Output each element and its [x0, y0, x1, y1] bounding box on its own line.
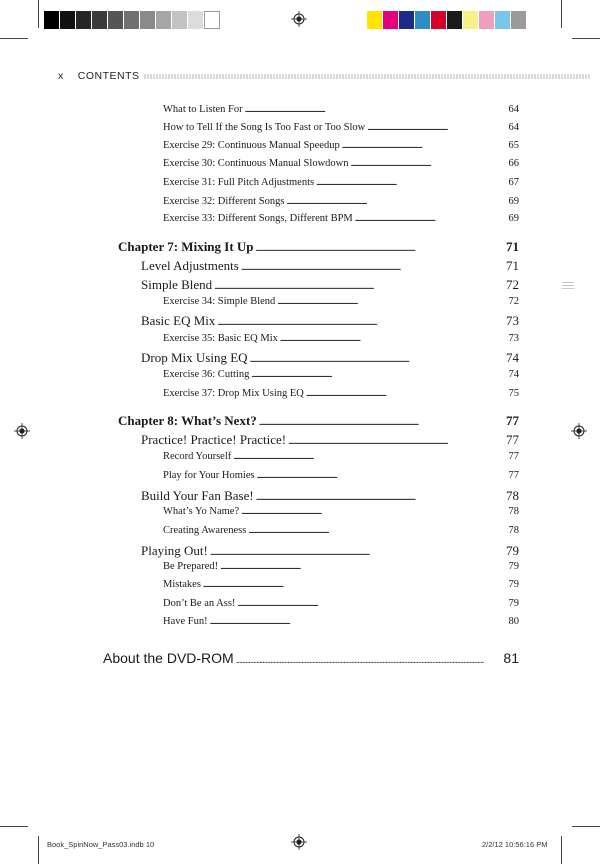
toc-entry-title: Exercise 33: Different Songs, Different BPM: [163, 213, 353, 224]
process-color-swatch: [399, 11, 415, 29]
dot-leader: [241, 258, 504, 274]
page-number: x: [58, 70, 64, 82]
dot-leader: [217, 313, 504, 329]
dot-leader: [277, 296, 506, 307]
toc-entry-title: Exercise 32: Different Songs: [163, 196, 285, 207]
toc-entry[interactable]: [141, 488, 519, 504]
process-color-swatch: [463, 11, 479, 29]
grayscale-swatch: [92, 11, 108, 29]
toc-entry[interactable]: [163, 470, 519, 481]
toc-entry-title: Mistakes: [163, 579, 201, 590]
toc-entry-page: 65: [508, 140, 519, 151]
slug-file-name: Book_SpinNow_Pass03.indb 10: [47, 840, 155, 849]
toc-entry[interactable]: [163, 579, 519, 590]
dot-leader: [355, 213, 507, 224]
toc-entry-title: About the DVD-ROM: [103, 650, 234, 666]
toc-entry-title: Practice! Practice! Practice!: [141, 432, 287, 447]
dot-leader: [288, 432, 504, 448]
toc-entry[interactable]: [163, 616, 519, 627]
toc-entry-page: 72: [506, 277, 519, 292]
toc-entry-title: Exercise 29: Continuous Manual Speedup: [163, 140, 340, 151]
grayscale-swatch: [140, 11, 156, 29]
dot-leader: [203, 579, 507, 590]
toc-entry-page: 64: [508, 122, 519, 133]
running-head-rule: [144, 74, 590, 79]
toc-entry-title: Chapter 8: What’s Next?: [118, 413, 257, 428]
grayscale-swatch: [76, 11, 92, 29]
slug-timestamp: 2/2/12 10:56:16 PM: [482, 840, 548, 849]
toc-entry-title: Playing Out!: [141, 543, 208, 558]
toc-entry-title: Chapter 7: Mixing It Up: [118, 239, 254, 254]
margin-guide-lines: [562, 282, 574, 291]
toc-entry-title: Exercise 35: Basic EQ Mix: [163, 333, 278, 344]
dot-leader: [248, 525, 506, 536]
toc-entry[interactable]: [163, 369, 519, 380]
toc-entry[interactable]: [163, 296, 519, 307]
dot-leader: [237, 598, 506, 609]
toc-entry-page: 73: [508, 333, 519, 344]
toc-entry[interactable]: [163, 451, 519, 462]
crop-mark: [572, 826, 600, 827]
toc-entry[interactable]: [141, 543, 519, 559]
toc-entry-page: 81: [503, 650, 519, 666]
toc-entry-title: Exercise 37: Drop Mix Using EQ: [163, 388, 304, 399]
process-color-swatch: [367, 11, 383, 29]
dot-leader: [245, 104, 507, 115]
toc-entry-page: 69: [508, 196, 519, 207]
grayscale-swatch: [172, 11, 188, 29]
dot-leader: [367, 122, 506, 133]
dot-leader: [259, 413, 504, 429]
registration-mark-icon: [291, 834, 307, 850]
toc-entry-title: Exercise 36: Cutting: [163, 369, 250, 380]
toc-entry-page: 78: [508, 506, 519, 517]
toc-entry-title: Exercise 34: Simple Blend: [163, 296, 276, 307]
dot-leader: [257, 470, 507, 481]
dot-leader: [306, 388, 507, 399]
process-color-bar: [367, 11, 527, 29]
grayscale-swatch: [44, 11, 60, 29]
dot-leader: [210, 616, 507, 627]
toc-entry-page: 69: [508, 213, 519, 224]
registration-mark-icon: [571, 423, 587, 439]
process-color-swatch: [415, 11, 431, 29]
toc-entry-page: 74: [508, 369, 519, 380]
crop-mark: [561, 836, 562, 864]
dot-leader: [241, 506, 506, 517]
dot-leader: [220, 561, 506, 572]
toc-entry-title: Play for Your Homies: [163, 470, 255, 481]
toc-entry-title: Basic EQ Mix: [141, 313, 216, 328]
toc-entry-page: 64: [508, 104, 519, 115]
toc-entry-page: 80: [508, 616, 519, 627]
crop-mark: [561, 0, 562, 28]
toc-entry-title: Level Adjustments: [141, 258, 239, 273]
dot-leader: [316, 177, 506, 188]
toc-entry[interactable]: [118, 413, 519, 429]
toc-entry[interactable]: [163, 333, 519, 344]
grayscale-swatch: [124, 11, 140, 29]
toc-entry[interactable]: [163, 177, 519, 188]
toc-entry[interactable]: [163, 525, 519, 536]
toc-entry-page: 71: [506, 258, 519, 273]
grayscale-swatch: [156, 11, 172, 29]
dot-leader: [214, 277, 504, 293]
toc-entry-title: What’s Yo Name?: [163, 506, 240, 517]
toc-entry[interactable]: [163, 506, 519, 517]
process-color-swatch: [383, 11, 399, 29]
toc-entry[interactable]: [103, 650, 519, 666]
toc-entry[interactable]: [141, 277, 519, 293]
registration-mark-icon: [14, 423, 30, 439]
toc-entry-title: Drop Mix Using EQ: [141, 350, 248, 365]
toc-entry-title: Don’t Be an Ass!: [163, 598, 236, 609]
toc-entry[interactable]: [163, 213, 519, 224]
grayscale-swatch: [108, 11, 124, 29]
toc-entry-title: Be Prepared!: [163, 561, 219, 572]
grayscale-swatch: [188, 11, 204, 29]
toc-entry-page: 77: [508, 451, 519, 462]
crop-mark: [0, 826, 28, 827]
grayscale-color-bar: [44, 11, 220, 29]
toc-entry[interactable]: [163, 598, 519, 609]
process-color-swatch: [431, 11, 447, 29]
process-color-swatch: [495, 11, 511, 29]
toc-entry-title: Creating Awareness: [163, 525, 247, 536]
process-color-swatch: [447, 11, 463, 29]
process-color-swatch: [479, 11, 495, 29]
toc-entry[interactable]: [118, 239, 519, 255]
toc-entry[interactable]: [141, 258, 519, 274]
registration-mark-icon: [291, 11, 307, 27]
crop-mark: [38, 0, 39, 28]
crop-mark: [572, 38, 600, 39]
dot-leader: [350, 158, 506, 169]
dot-leader: [256, 239, 504, 255]
dot-leader: [250, 350, 504, 366]
dot-leader: [280, 333, 507, 344]
toc-entry-page: 71: [506, 239, 519, 254]
toc-entry-title: Exercise 31: Full Pitch Adjustments: [163, 177, 315, 188]
toc-entry[interactable]: [163, 122, 519, 133]
grayscale-swatch: [60, 11, 76, 29]
dot-leader: [251, 369, 506, 380]
toc-entry-page: 77: [508, 470, 519, 481]
toc-entry-title: Exercise 30: Continuous Manual Slowdown: [163, 158, 349, 169]
crop-mark: [38, 836, 39, 864]
toc-entry[interactable]: [141, 432, 519, 448]
toc-entry[interactable]: [163, 388, 519, 399]
toc-entry-page: 73: [506, 313, 519, 328]
toc-entry-page: 77: [506, 413, 519, 428]
toc-entry[interactable]: [141, 313, 519, 329]
dot-leader: [233, 451, 506, 462]
toc-entry-title: Record Yourself: [163, 451, 232, 462]
toc-entry-page: 72: [508, 296, 519, 307]
dot-leader: [342, 140, 507, 151]
toc-entry-title: Simple Blend: [141, 277, 213, 292]
toc-entry-page: 79: [508, 598, 519, 609]
toc-entry-page: 67: [508, 177, 519, 188]
toc-entry-title: What to Listen For: [163, 104, 243, 115]
toc-entry-page: 66: [508, 158, 519, 169]
process-color-swatch: [511, 11, 527, 29]
dot-leader: [256, 488, 504, 504]
dot-leader: [210, 543, 504, 559]
toc-entry-page: 75: [508, 388, 519, 399]
running-head-title: CONTENTS: [77, 70, 140, 82]
toc-entry-page: 79: [508, 579, 519, 590]
dot-leader: [286, 196, 506, 207]
toc-entry[interactable]: [163, 561, 519, 572]
toc-entry[interactable]: [163, 104, 519, 115]
toc-entry-page: 79: [506, 543, 519, 558]
dot-leader: [236, 650, 502, 666]
toc-entry-page: 78: [508, 525, 519, 536]
toc-entry-page: 79: [508, 561, 519, 572]
toc-entry-title: How to Tell If the Song Is Too Fast or Too Slow: [163, 122, 366, 133]
toc-entry-page: 77: [506, 432, 519, 447]
toc-entry[interactable]: [141, 350, 519, 366]
toc-entry-title: Have Fun!: [163, 616, 208, 627]
toc-entry[interactable]: [163, 140, 519, 151]
grayscale-swatch: [204, 11, 220, 29]
running-head: [58, 70, 140, 82]
toc-entry-page: 74: [506, 350, 519, 365]
toc-entry[interactable]: [163, 158, 519, 169]
toc-entry-title: Build Your Fan Base!: [141, 488, 254, 503]
toc-entry[interactable]: [163, 196, 519, 207]
crop-mark: [0, 38, 28, 39]
toc-entry-page: 78: [506, 488, 519, 503]
